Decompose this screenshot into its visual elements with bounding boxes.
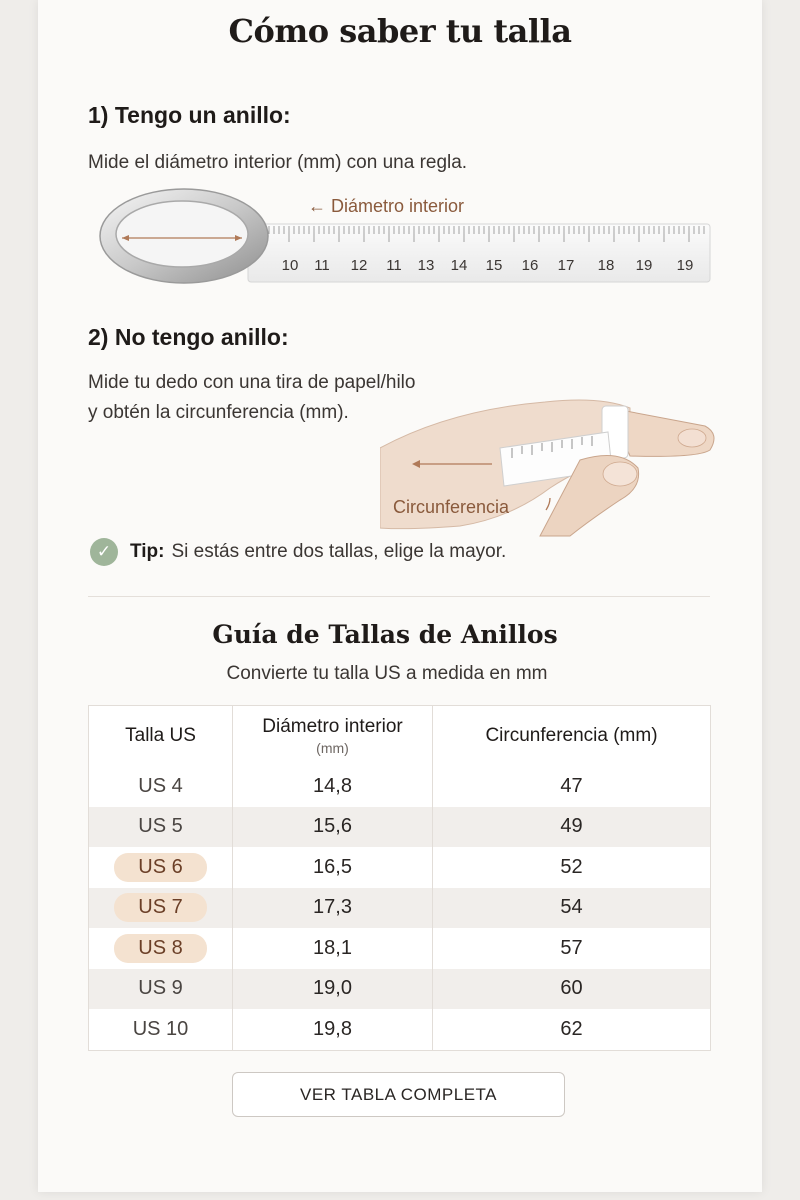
circumference-cell: 60 (560, 977, 583, 1000)
tip-box (90, 536, 506, 568)
table-row (89, 766, 710, 807)
view-full-table-button[interactable]: VER TABLA COMPLETA (232, 1072, 565, 1117)
header-diameter-label: Diámetro interior (262, 716, 403, 737)
ruler-tick-label: 19 (635, 257, 653, 274)
diameter-cell: 16,5 (233, 847, 433, 888)
table-row (89, 969, 710, 1010)
section2-text-line2: y obtén la circunferencia (mm). (88, 402, 349, 423)
header-circumference: Circunferencia (mm) (485, 725, 658, 746)
diameter-cell: 18,1 (233, 928, 433, 969)
table-header-row (89, 706, 710, 766)
diameter-cell: 19,8 (233, 1009, 433, 1050)
table-row (89, 1009, 710, 1050)
size-pill-highlight: US 7 (114, 893, 206, 922)
ruler-tick-label: 10 (281, 257, 299, 274)
size-text: US 5 (138, 815, 183, 838)
section2-heading: 2) No tengo anillo: (88, 324, 289, 350)
size-text: US 4 (138, 774, 183, 797)
diameter-cell: 17,3 (233, 888, 433, 929)
size-cell (89, 888, 233, 929)
ruler-tick-label: 13 (417, 257, 435, 274)
guide-title: Guía de Tallas de Anillos (212, 620, 558, 649)
circumference-cell: 52 (560, 855, 583, 878)
size-text: US 9 (138, 977, 183, 1000)
ruler-tick-label: 18 (597, 257, 615, 274)
table-row (89, 807, 710, 848)
section1-text: Mide el diámetro interior (mm) con una regla. (88, 152, 468, 173)
circumference-cell: 62 (560, 1017, 583, 1040)
size-table (88, 705, 711, 1051)
tip-label: Tip: (130, 541, 165, 562)
guide-subtitle: Convierte tu talla US a medida en mm (226, 663, 548, 684)
section1-heading: 1) Tengo un anillo: (88, 102, 291, 128)
ruler-label: ← Diámetro interior (308, 196, 465, 216)
circumference-label: Circunferencia (393, 497, 510, 517)
ring-inner (116, 201, 248, 267)
size-cell (89, 928, 233, 969)
size-cell (89, 807, 233, 848)
ruler-tick-label: 14 (450, 257, 468, 274)
size-cell (89, 847, 233, 888)
ruler-tick-label: 17 (557, 257, 575, 274)
circumference-cell: 49 (560, 815, 583, 838)
tip-text: Si estás entre dos tallas, elige la mayor. (171, 541, 507, 562)
page-title: Cómo saber tu talla (228, 12, 572, 50)
diameter-cell: 15,6 (233, 807, 433, 848)
size-cell (89, 1009, 233, 1050)
diameter-cell: 14,8 (233, 766, 433, 807)
ruler-tick-label: 15 (485, 257, 503, 274)
thumbnail (603, 462, 637, 486)
check-icon: ✓ (90, 538, 118, 566)
circumference-cell: 47 (560, 774, 583, 797)
ruler-tick-label: 11 (314, 257, 330, 274)
table-row (89, 888, 710, 929)
table-row (89, 928, 710, 969)
ruler-tick-label: 11 (386, 257, 402, 274)
size-pill-highlight: US 6 (114, 853, 206, 882)
table-row (89, 847, 710, 888)
header-size: Talla US (89, 706, 233, 766)
size-pill-highlight: US 8 (114, 934, 206, 963)
circumference-cell: 54 (560, 896, 583, 919)
size-cell (89, 766, 233, 807)
fingernail (678, 429, 706, 447)
circumference-cell: 57 (560, 936, 583, 959)
section2-text-line1: Mide tu dedo con una tira de papel/hilo (88, 372, 416, 393)
diameter-cell: 19,0 (233, 969, 433, 1010)
size-text: US 10 (132, 1017, 189, 1040)
size-cell (89, 969, 233, 1010)
table-body (89, 766, 710, 1050)
circ-curve-arrow (546, 498, 550, 510)
header-diameter-unit: (mm) (316, 740, 349, 756)
ruler-tick-label: 16 (521, 257, 539, 274)
ruler-tick-label: 19 (676, 257, 694, 274)
header-diameter (233, 706, 433, 766)
divider (88, 596, 710, 597)
ruler-tick-label: 12 (350, 257, 368, 274)
